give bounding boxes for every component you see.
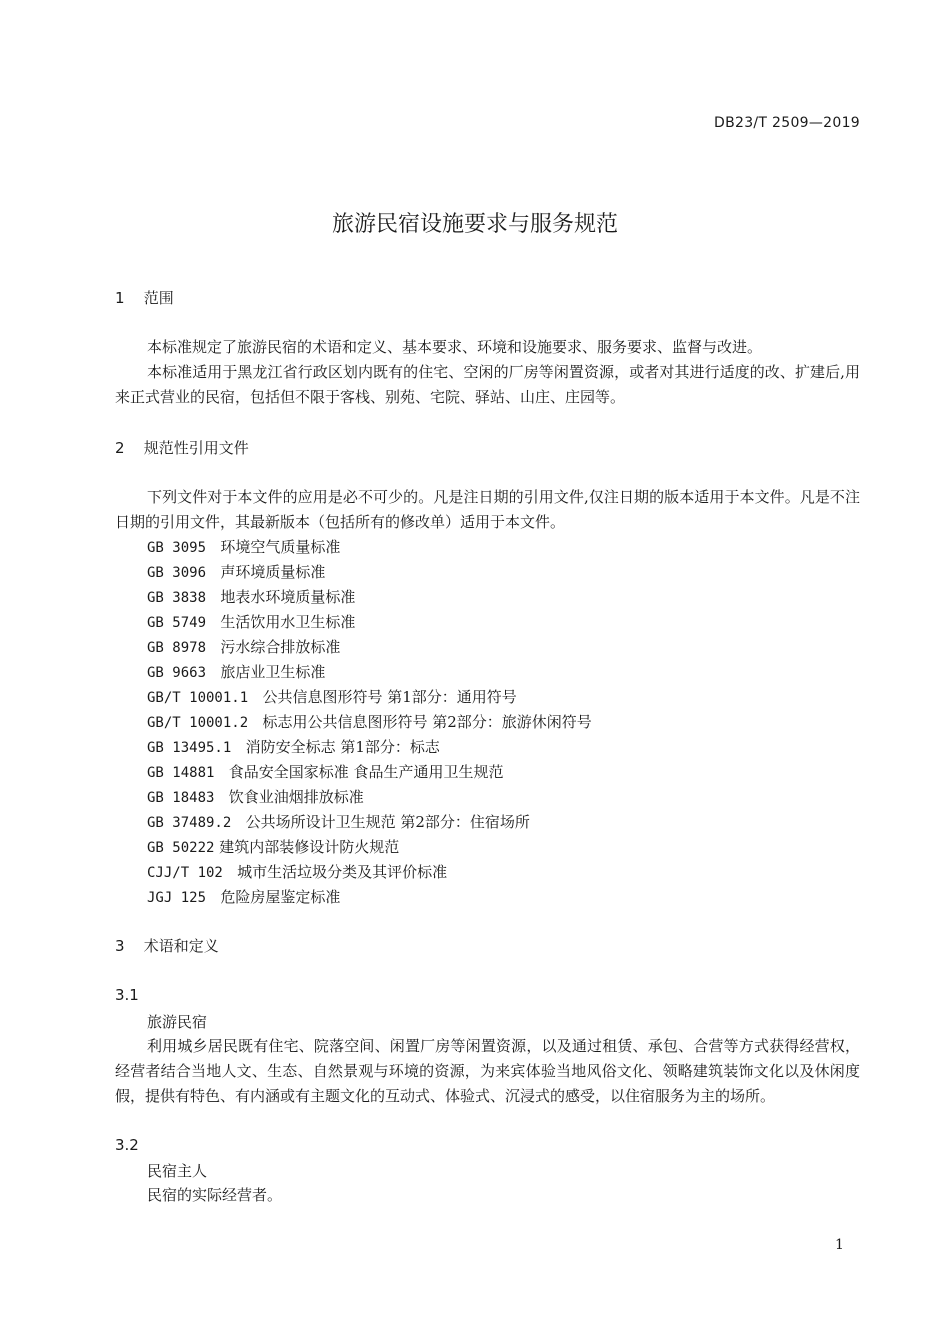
reference-item xyxy=(147,662,325,683)
paragraph: 本标准规定了旅游民宿的术语和定义、基本要求、环境和设施要求、服务要求、监督与改进。 xyxy=(147,338,763,356)
page-number: 1 xyxy=(835,1237,844,1253)
term-definition: 民宿的实际经营者。 xyxy=(147,1186,283,1204)
reference-code: GB/T 10001.2 xyxy=(147,715,249,731)
reference-code: GB 3838 xyxy=(147,590,207,606)
reference-name: 生活饮用水卫生标准 xyxy=(220,613,356,631)
reference-item xyxy=(147,612,355,633)
section-number: 1 xyxy=(115,289,125,307)
reference-item xyxy=(147,887,340,908)
reference-name: 声环境质量标准 xyxy=(220,563,326,581)
reference-item xyxy=(147,712,592,733)
reference-item xyxy=(147,787,364,808)
reference-item xyxy=(147,762,504,783)
reference-item xyxy=(147,637,340,658)
term-name: 旅游民宿 xyxy=(147,1013,208,1031)
clause-number: 3.2 xyxy=(115,1136,139,1154)
section-title: 规范性引用文件 xyxy=(143,439,249,457)
reference-code: CJJ/T 102 xyxy=(147,865,223,881)
reference-name: 食品安全国家标准 食品生产通用卫生规范 xyxy=(228,763,504,781)
paragraph: 下列文件对于本文件的应用是必不可少的。凡是注日期的引用文件,仅注日期的版本适用于本文件。凡是不注日期的引用文件，其最新版本（包括所有的修改单）适用于本文件。 xyxy=(115,488,860,531)
reference-item xyxy=(147,812,530,833)
reference-item xyxy=(147,537,340,558)
page-title: 旅游民宿设施要求与服务规范 xyxy=(331,212,618,237)
reference-item xyxy=(147,862,447,883)
reference-code: GB 37489.2 xyxy=(147,815,232,831)
reference-code: GB 18483 xyxy=(147,790,215,806)
reference-name: 公共信息图形符号 第1部分：通用符号 xyxy=(262,688,517,706)
reference-code: JGJ 125 xyxy=(147,890,207,906)
reference-name: 环境空气质量标准 xyxy=(220,538,341,556)
reference-code: GB 5749 xyxy=(147,615,207,631)
reference-name: 污水综合排放标准 xyxy=(220,638,341,656)
section-number: 3 xyxy=(115,937,125,955)
reference-item xyxy=(147,687,517,708)
section-heading-normative-references xyxy=(115,437,249,458)
section-heading-terms-definitions xyxy=(115,935,219,956)
reference-item xyxy=(147,737,440,758)
section-number: 2 xyxy=(115,439,125,457)
reference-item xyxy=(147,562,325,583)
reference-code: GB/T 10001.1 xyxy=(147,690,249,706)
reference-name: 标志用公共信息图形符号 第2部分：旅游休闲符号 xyxy=(262,713,592,731)
reference-name: 公共场所设计卫生规范 第2部分：住宿场所 xyxy=(245,813,530,831)
term-definition: 利用城乡居民既有住宅、院落空间、闲置厂房等闲置资源，以及通过租赁、承包、合营等方式获得经营权，经营者结合当地人文、生态、自然景观与环境的资源，为来宾体验当地风俗文化、领略建筑装饰文化以及休闲度假，提供有特色、有内涵或有主题文化的互动式、体验式、沉浸式的感受，以住宿服务为主的场所。 xyxy=(115,1037,860,1105)
reference-name: 城市生活垃圾分类及其评价标准 xyxy=(237,863,448,881)
reference-code: GB 9663 xyxy=(147,665,207,681)
term-name: 民宿主人 xyxy=(147,1162,208,1180)
reference-code: GB 3096 xyxy=(147,565,207,581)
section-heading-scope xyxy=(115,287,174,308)
reference-name: 地表水环境质量标准 xyxy=(220,588,356,606)
section-title: 术语和定义 xyxy=(143,937,219,955)
reference-name: 消防安全标志 第1部分：标志 xyxy=(245,738,440,756)
paragraph: 本标准适用于黑龙江省行政区划内既有的住宅、空闲的厂房等闲置资源，或者对其进行适度的改、扩建后,用来正式营业的民宿，包括但不限于客栈、别苑、宅院、驿站、山庄、庄园等。 xyxy=(115,363,860,406)
reference-code: GB 14881 xyxy=(147,765,215,781)
reference-code: GB 3095 xyxy=(147,540,207,556)
document-code: DB23/T 2509—2019 xyxy=(714,115,860,131)
reference-name: 危险房屋鉴定标准 xyxy=(220,888,341,906)
reference-code: GB 8978 xyxy=(147,640,207,656)
reference-item xyxy=(147,587,355,608)
reference-name: 饮食业油烟排放标准 xyxy=(228,788,364,806)
reference-name: 旅店业卫生标准 xyxy=(220,663,326,681)
reference-code: GB 13495.1 xyxy=(147,740,232,756)
reference-item xyxy=(147,837,399,858)
reference-code: GB 50222 xyxy=(147,840,215,856)
reference-name: 建筑内部装修设计防火规范 xyxy=(219,838,400,856)
clause-number: 3.1 xyxy=(115,986,139,1004)
section-title: 范围 xyxy=(143,289,174,307)
